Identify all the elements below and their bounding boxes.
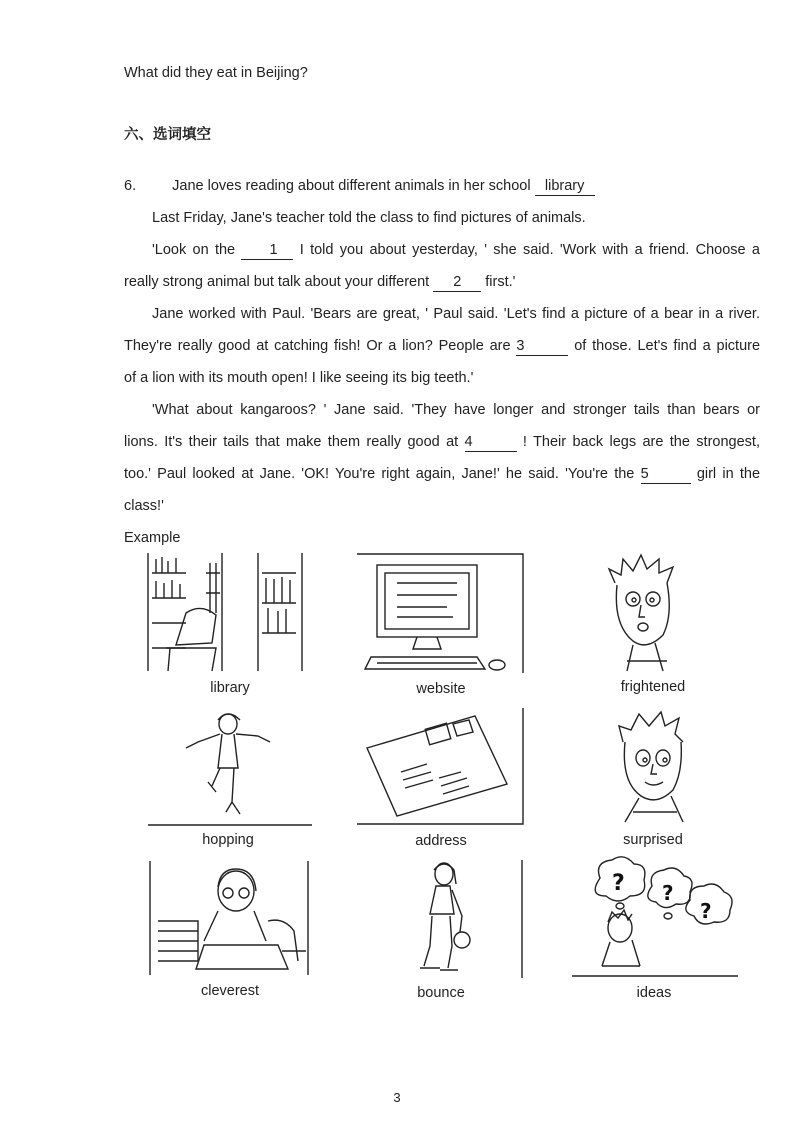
text: lions. It's their tails that make them really good at — [124, 434, 459, 450]
paragraph-3-line-3: of a lion with its mouth open! I like seeing its big teeth.' — [124, 370, 474, 386]
thought-mark: ? — [662, 881, 674, 905]
studying-girl-icon — [148, 861, 312, 975]
text: 'Look on the — [152, 242, 236, 258]
hopping-girl-icon — [148, 712, 312, 827]
paragraph-4-line-3 — [124, 464, 760, 484]
blank-3[interactable]: 3 — [516, 338, 568, 356]
surprised-face-icon — [613, 712, 689, 824]
caption-bounce: bounce — [417, 985, 465, 1001]
thought-mark: ? — [700, 899, 712, 923]
computer-icon — [357, 553, 525, 673]
section-heading: 六、选词填空 — [124, 127, 211, 143]
caption-ideas: ideas — [636, 985, 672, 1001]
page-number: 3 — [393, 1090, 401, 1105]
question-6-line — [124, 176, 595, 196]
blank-2[interactable]: 2 — [433, 274, 481, 292]
caption-surprised: surprised — [623, 832, 683, 848]
thought-mark: ? — [612, 871, 625, 896]
example-label: Example — [124, 530, 181, 546]
previous-question: What did they eat in Beijing? — [124, 65, 308, 81]
text: too.' Paul looked at Jane. 'OK! You're right again, Jane!' he said. 'You're the — [124, 466, 635, 482]
paragraph-2-line-1 — [124, 240, 760, 260]
text: first.' — [485, 274, 516, 290]
blank-1[interactable]: 1 — [241, 242, 293, 260]
envelope-icon — [357, 708, 525, 826]
text: of those. Let's find a picture — [574, 338, 761, 354]
text: They're really good at catching fish! Or a lion? People are — [124, 338, 511, 354]
question-number: 6. — [124, 178, 137, 194]
text: ! Their back legs are the strongest, — [522, 434, 760, 450]
question-text: Jane loves reading about different animals in her school — [172, 178, 531, 194]
bouncing-ball-girl-icon — [410, 860, 526, 978]
paragraph-2-line-2 — [124, 272, 515, 292]
caption-website: website — [416, 681, 466, 697]
paragraph-4-line-4: class!' — [124, 498, 164, 514]
text: really strong animal but talk about your different — [124, 274, 430, 290]
caption-address: address — [415, 833, 467, 849]
paragraph-4-line-1: 'What about kangaroos? ' Jane said. 'They have longer and stronger tails than bears or — [152, 402, 760, 418]
blank-5[interactable]: 5 — [641, 466, 691, 484]
blank-4[interactable]: 4 — [465, 434, 517, 452]
paragraph-3-line-2 — [124, 336, 760, 356]
text: I told you about yesterday, ' she said. 'Work with a friend. Choose a — [299, 242, 760, 258]
caption-library: library — [210, 680, 250, 696]
paragraph-3-line-1: Jane worked with Paul. 'Bears are great, ' Paul said. 'Let's find a picture of a bear in a river. — [152, 306, 760, 322]
example-answer: library — [535, 178, 595, 196]
frightened-face-icon — [603, 555, 683, 671]
caption-cleverest: cleverest — [200, 983, 260, 999]
thinking-boy-icon — [572, 856, 738, 980]
paragraph-1: Last Friday, Jane's teacher told the class to find pictures of animals. — [152, 210, 586, 226]
library-icon — [146, 553, 306, 673]
paragraph-4-line-2 — [124, 432, 760, 452]
text: girl in the — [696, 466, 761, 482]
caption-hopping: hopping — [202, 832, 254, 848]
caption-frightened: frightened — [620, 679, 686, 695]
